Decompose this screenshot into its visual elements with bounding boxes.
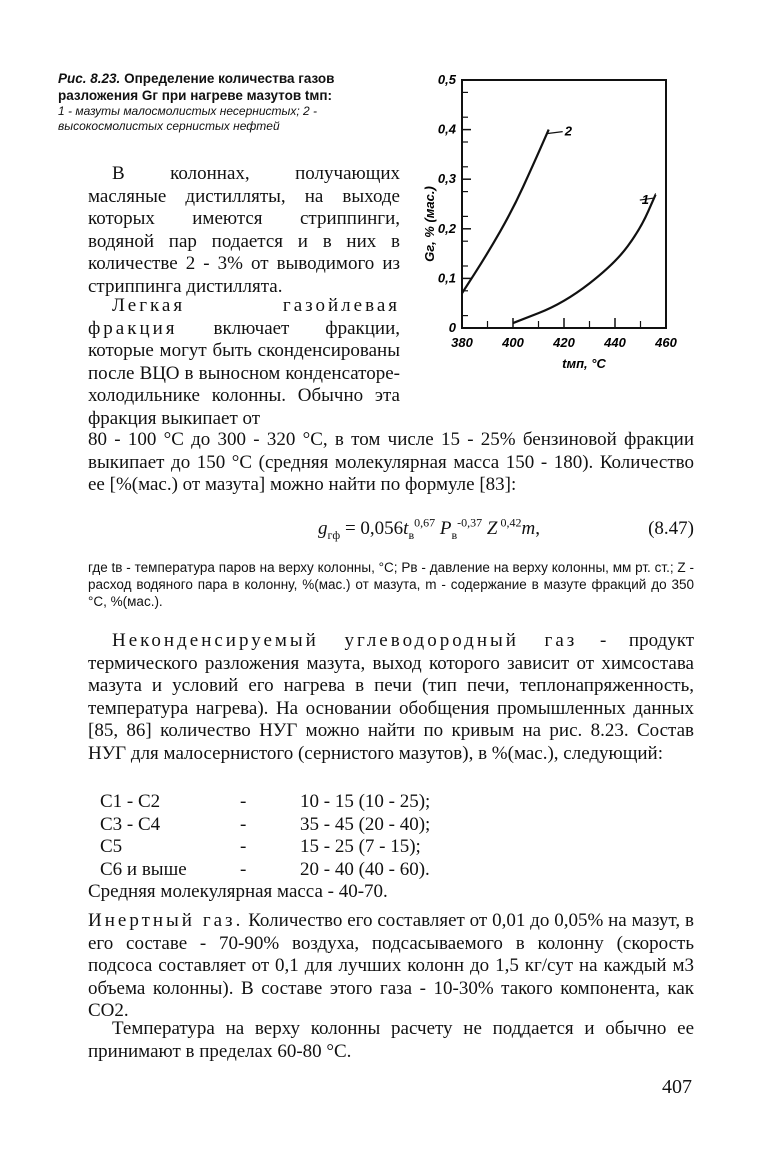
paragraph-stripping: В колоннах, получающих масляные дистилляты, на выходе которых имеются стриппинги, водяной пар подается и в них в количестве 2 - 3% от выводимого из стриппинга дистиллята. — [88, 163, 400, 297]
component-value: 10 - 15 (10 - 25); — [300, 791, 431, 812]
molecular-mass-line: Средняя молекулярная масса - 40-70. — [88, 881, 388, 902]
x-tick-label: 380 — [451, 335, 473, 350]
y-tick-label: 0,3 — [437, 171, 456, 187]
component-name: C3 - C4 — [100, 813, 161, 835]
y-axis-label: Gг, % (мас.) — [422, 186, 437, 262]
component-dash: - — [240, 813, 247, 835]
formula-expression: $g_{гф} = 0,056t_в^{0,67}$ $P_в^{-0,37}$ Z $^{0,42}$m, — [318, 515, 540, 542]
series-line-2 — [462, 130, 549, 294]
nug-lead: Неконденсируемый углеводородный газ — [112, 630, 578, 651]
x-tick-label: 420 — [553, 335, 575, 350]
y-tick-label: 0 — [448, 320, 456, 335]
paragraph-gasoil-continued: 80 - 100 °С до 300 - 320 °С, в том числе 15 - 25% бензиновой фракции выкипает до 150 °С (средняя молекулярная масса 150 - 180). Количество ее [%(мас.) от мазута] можно найти по формуле [83]: — [88, 429, 694, 496]
figure-legend-text: 1 - мазуты малосмолистых несернистых; 2 - высокосмолистых сернистых нефтей — [58, 104, 318, 133]
paragraph-temperature: Температура на верху колонны расчету не поддается и обычно ее принимают в пределах 60-80 °С. — [88, 1018, 694, 1062]
component-name: C1 - C2 — [100, 791, 161, 812]
gasoil-lead: Легкая газойлевая фракция — [88, 295, 400, 339]
component-dash: - — [240, 858, 247, 880]
series-label-leader — [547, 132, 563, 134]
nug-text: - продукт термического разложения мазута, выход которого зависит от химсостава мазута и условий его нагрева в печи (тип печи, теплонапряженность, температура нагрева). На основании обобщения промышленных данных [85, 86] количество НУГ можно найти по кривым на рис. 8.23. Состав НУГ для малосернистого (сернистого мазутов), в %(мас.), следующий: — [88, 630, 694, 764]
page-number: 407 — [662, 1076, 692, 1098]
inert-text: Количество его составляет от 0,01 до 0,05% на мазут, в его составе - 70-90% воздуха, подсасываемого в колонну (скорость подсоса составляет от 0,1 для лучших колонн до 1,5 кг/сут на каждый м3 объема колонны). В составе этого газа - 10-30% такого компонента, как CO2. — [88, 910, 694, 1022]
composition-row — [100, 814, 560, 837]
inert-lead: Инертный газ. — [88, 910, 244, 931]
x-tick-label: 460 — [655, 335, 677, 350]
composition-row — [100, 836, 560, 859]
series-line-1 — [513, 194, 656, 323]
component-name: C6 и выше — [100, 858, 187, 880]
plot-frame — [462, 80, 666, 328]
composition-row — [100, 791, 560, 814]
figure-label: Рис. 8.23. — [58, 71, 121, 86]
component-name: C5 — [100, 836, 123, 858]
composition-table — [100, 791, 560, 881]
series-label-1: 1 — [641, 192, 650, 208]
x-tick-label: 440 — [604, 335, 626, 350]
figure-chart — [420, 70, 710, 400]
y-tick-label: 0,2 — [437, 220, 456, 236]
component-dash: - — [240, 791, 247, 812]
component-dash: - — [240, 836, 247, 858]
series-label-2: 2 — [564, 123, 572, 139]
paragraph-nug — [88, 630, 694, 766]
gasoil-text: включает фракции, которые могут быть сконденсированы после ВЦО в выносном конденсаторе-холодильнике колонны. Обычно эта фракция выкипает от — [88, 317, 401, 429]
formula-number: (8.47) — [648, 518, 694, 539]
y-tick-label: 0,4 — [437, 121, 456, 137]
composition-row — [100, 859, 560, 882]
component-value: 15 - 25 (7 - 15); — [300, 836, 421, 858]
y-tick-label: 0,1 — [437, 270, 456, 286]
figure-caption — [58, 70, 408, 134]
x-tick-label: 400 — [502, 335, 524, 350]
y-tick-label: 0,5 — [437, 72, 456, 87]
paragraph-gasoil — [88, 295, 400, 431]
component-value: 20 - 40 (40 - 60). — [300, 858, 430, 880]
component-value: 35 - 45 (20 - 40); — [300, 813, 431, 835]
figure-title: Определение количества газов разложения Gг при нагреве мазутов tмп: — [58, 71, 335, 103]
paragraph-inert-gas — [88, 910, 694, 1023]
x-axis-label: tмп, °С — [562, 356, 606, 371]
formula-note: где tв - температура паров на верху колонны, °С; Pв - давление на верху колонны, мм рт. ст.; Z - расход водяного пара в колонну, %(мас.) от мазута, m - содержание в мазуте фракций до 350 °С, %(мас.). — [88, 560, 694, 609]
